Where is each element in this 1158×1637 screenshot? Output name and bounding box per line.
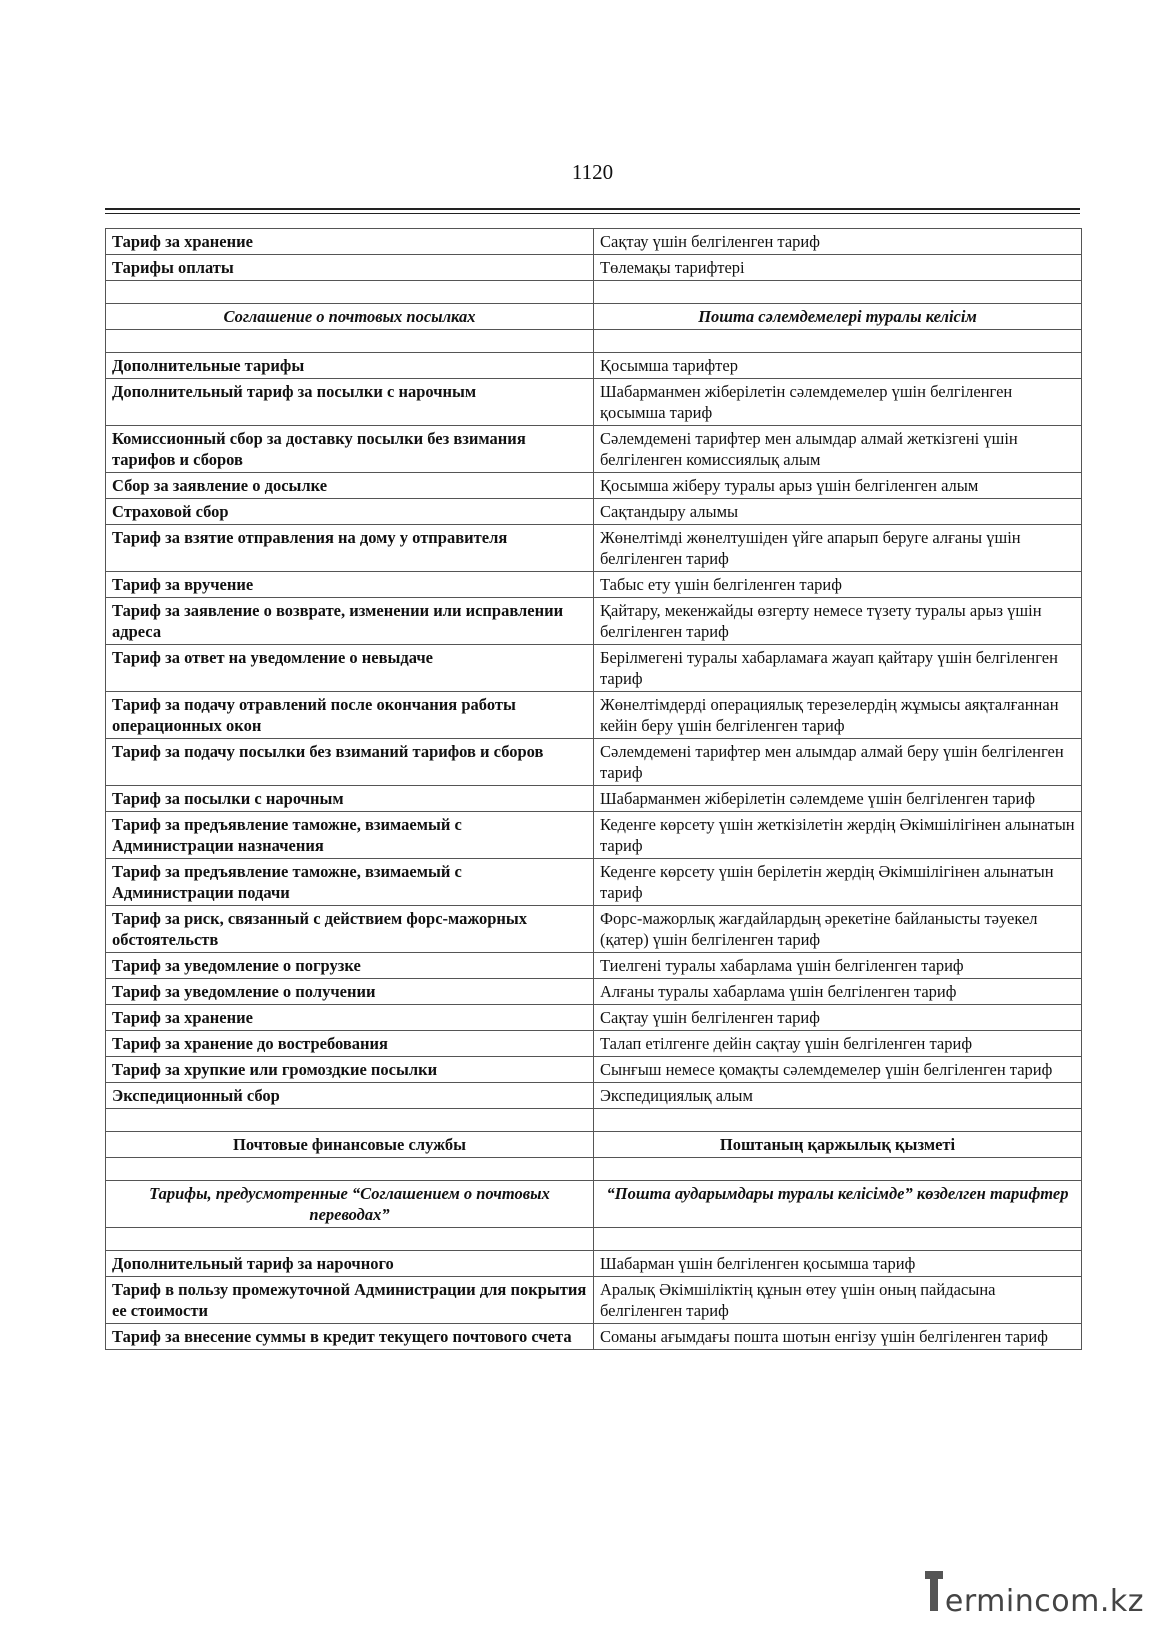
russian-term-cell: Тариф за хрупкие или громоздкие посылки (106, 1057, 594, 1083)
russian-term-cell: Соглашение о почтовых посылках (106, 304, 594, 330)
kazakh-term-cell: Аралық Әкімшіліктің құнын өтеу үшін оның пайдасына белгіленген тариф (594, 1277, 1082, 1324)
russian-term-cell: Почтовые финансовые службы (106, 1132, 594, 1158)
russian-term-cell: Экспедиционный сбор (106, 1083, 594, 1109)
kazakh-term-cell: Кеденге көрсету үшін берілетін жердің Әкімшілігінен алынатын тариф (594, 859, 1082, 906)
blank-row (106, 330, 1082, 353)
table-row (106, 739, 1082, 786)
glossary-body (106, 229, 1082, 1350)
kazakh-term-cell: Поштаның қаржылық қызметі (594, 1132, 1082, 1158)
russian-term-cell: Тариф за хранение (106, 1005, 594, 1031)
russian-term-cell: Тариф за вручение (106, 572, 594, 598)
kazakh-term-cell: Төлемақы тарифтері (594, 255, 1082, 281)
russian-term-cell: Дополнительный тариф за посылки с нарочным (106, 379, 594, 426)
kazakh-term-cell: Сақтандыру алымы (594, 499, 1082, 525)
table-row (106, 786, 1082, 812)
russian-term-cell: Сбор за заявление о досылке (106, 473, 594, 499)
table-row (106, 1251, 1082, 1277)
kazakh-term-cell: Кеденге көрсету үшін жеткізілетін жердің Әкімшілігінен алынатын тариф (594, 812, 1082, 859)
russian-term-cell: Комиссионный сбор за доставку посылки без взимания тарифов и сборов (106, 426, 594, 473)
table-row (106, 1005, 1082, 1031)
blank-cell (106, 1158, 594, 1181)
kazakh-term-cell: Форс-мажорлық жағдайлардың әрекетіне байланысты тәуекел (қатер) үшін белгіленген тариф (594, 906, 1082, 953)
table-row (106, 1083, 1082, 1109)
blank-row (106, 281, 1082, 304)
kazakh-term-cell: Соманы ағымдағы пошта шотын енгізу үшін белгіленген тариф (594, 1324, 1082, 1350)
table-row (106, 255, 1082, 281)
glossary-table (105, 228, 1082, 1350)
russian-term-cell: Тариф за уведомление о погрузке (106, 953, 594, 979)
russian-term-cell: Тариф за внесение суммы в кредит текущего почтового счета (106, 1324, 594, 1350)
blank-cell (106, 1109, 594, 1132)
table-row (106, 525, 1082, 572)
blank-cell (594, 281, 1082, 304)
logo-text: ermincom.kz (944, 1584, 1144, 1619)
russian-term-cell: Тариф за заявление о возврате, изменении или исправлении адреса (106, 598, 594, 645)
russian-term-cell: Тариф за хранение (106, 229, 594, 255)
table-row (106, 229, 1082, 255)
russian-term-cell: Дополнительные тарифы (106, 353, 594, 379)
blank-row (106, 1109, 1082, 1132)
kazakh-term-cell: “Пошта аударымдары туралы келісімде” көзделген тарифтер (594, 1181, 1082, 1228)
blank-cell (106, 330, 594, 353)
russian-term-cell: Тариф в пользу промежуточной Администрации для покрытия ее стоимости (106, 1277, 594, 1324)
kazakh-term-cell: Табыс ету үшін белгіленген тариф (594, 572, 1082, 598)
kazakh-term-cell: Сәлемдемені тарифтер мен алымдар алмай жеткізгені үшін белгіленген комиссиялық алым (594, 426, 1082, 473)
kazakh-term-cell: Жөнелтімдерді операциялық терезелердің жұмысы аяқталғаннан кейін беру үшін белгіленген тариф (594, 692, 1082, 739)
blank-cell (594, 1158, 1082, 1181)
kazakh-term-cell: Қосымша тарифтер (594, 353, 1082, 379)
table-row (106, 473, 1082, 499)
table-row (106, 692, 1082, 739)
blank-cell (106, 1228, 594, 1251)
kazakh-term-cell: Алғаны туралы хабарлама үшін белгіленген тариф (594, 979, 1082, 1005)
russian-term-cell: Тариф за хранение до востребования (106, 1031, 594, 1057)
table-row (106, 598, 1082, 645)
russian-term-cell: Тарифы, предусмотренные “Соглашением о почтовых переводах” (106, 1181, 594, 1228)
section-heading-row (106, 1181, 1082, 1228)
kazakh-term-cell: Қайтару, мекенжайды өзгерту немесе түзету туралы арыз үшін белгіленген тариф (594, 598, 1082, 645)
kazakh-term-cell: Шабарманмен жіберілетін сәлемдеме үшін белгіленген тариф (594, 786, 1082, 812)
kazakh-term-cell: Сақтау үшін белгіленген тариф (594, 229, 1082, 255)
blank-cell (594, 1228, 1082, 1251)
logo-t-mark-icon (925, 1571, 943, 1619)
russian-term-cell: Тариф за подачу отравлений после окончания работы операционных окон (106, 692, 594, 739)
kazakh-term-cell: Тиелгені туралы хабарлама үшін белгіленген тариф (594, 953, 1082, 979)
russian-term-cell: Тариф за предъявление таможне, взимаемый с Администрации подачи (106, 859, 594, 906)
header-rule-thick (105, 208, 1080, 210)
blank-cell (594, 1109, 1082, 1132)
kazakh-term-cell: Жөнелтімді жөнелтушіден үйге апарып беруге алғаны үшін белгіленген тариф (594, 525, 1082, 572)
header-rule-thin (105, 213, 1080, 214)
table-row (106, 812, 1082, 859)
kazakh-term-cell: Шабарман үшін белгіленген қосымша тариф (594, 1251, 1082, 1277)
kazakh-term-cell: Сынғыш немесе қомақты сәлемдемелер үшін белгіленген тариф (594, 1057, 1082, 1083)
table-row (106, 645, 1082, 692)
kazakh-term-cell: Экспедициялық алым (594, 1083, 1082, 1109)
table-row (106, 1031, 1082, 1057)
kazakh-term-cell: Шабарманмен жіберілетін сәлемдемелер үшін белгіленген қосымша тариф (594, 379, 1082, 426)
russian-term-cell: Страховой сбор (106, 499, 594, 525)
table-row (106, 426, 1082, 473)
russian-term-cell: Тариф за ответ на уведомление о невыдаче (106, 645, 594, 692)
table-row (106, 979, 1082, 1005)
section-heading-row (106, 304, 1082, 330)
page-number: 1120 (571, 160, 614, 184)
russian-term-cell: Дополнительный тариф за нарочного (106, 1251, 594, 1277)
termincom-logo (925, 1571, 1144, 1619)
table-row (106, 1277, 1082, 1324)
table-row (106, 1057, 1082, 1083)
kazakh-term-cell: Сақтау үшін белгіленген тариф (594, 1005, 1082, 1031)
kazakh-term-cell: Сәлемдемені тарифтер мен алымдар алмай беру үшін белгіленген тариф (594, 739, 1082, 786)
kazakh-term-cell: Берілмегені туралы хабарламаға жауап қайтару үшін белгіленген тариф (594, 645, 1082, 692)
table-row (106, 906, 1082, 953)
table-row (106, 572, 1082, 598)
blank-row (106, 1228, 1082, 1251)
blank-row (106, 1158, 1082, 1181)
blank-cell (106, 281, 594, 304)
russian-term-cell: Тариф за предъявление таможне, взимаемый с Администрации назначения (106, 812, 594, 859)
russian-term-cell: Тариф за взятие отправления на дому у отправителя (106, 525, 594, 572)
table-row (106, 1324, 1082, 1350)
russian-term-cell: Тариф за риск, связанный с действием форс-мажорных обстоятельств (106, 906, 594, 953)
table-row (106, 379, 1082, 426)
kazakh-term-cell: Пошта сәлемдемелері туралы келісім (594, 304, 1082, 330)
table-row (106, 953, 1082, 979)
kazakh-term-cell: Талап етілгенге дейін сақтау үшін белгіленген тариф (594, 1031, 1082, 1057)
section-heading-row (106, 1132, 1082, 1158)
table-row (106, 353, 1082, 379)
blank-cell (594, 330, 1082, 353)
russian-term-cell: Тариф за посылки с нарочным (106, 786, 594, 812)
table-row (106, 859, 1082, 906)
table-row (106, 499, 1082, 525)
russian-term-cell: Тариф за уведомление о получении (106, 979, 594, 1005)
russian-term-cell: Тарифы оплаты (106, 255, 594, 281)
russian-term-cell: Тариф за подачу посылки без взиманий тарифов и сборов (106, 739, 594, 786)
kazakh-term-cell: Қосымша жіберу туралы арыз үшін белгіленген алым (594, 473, 1082, 499)
